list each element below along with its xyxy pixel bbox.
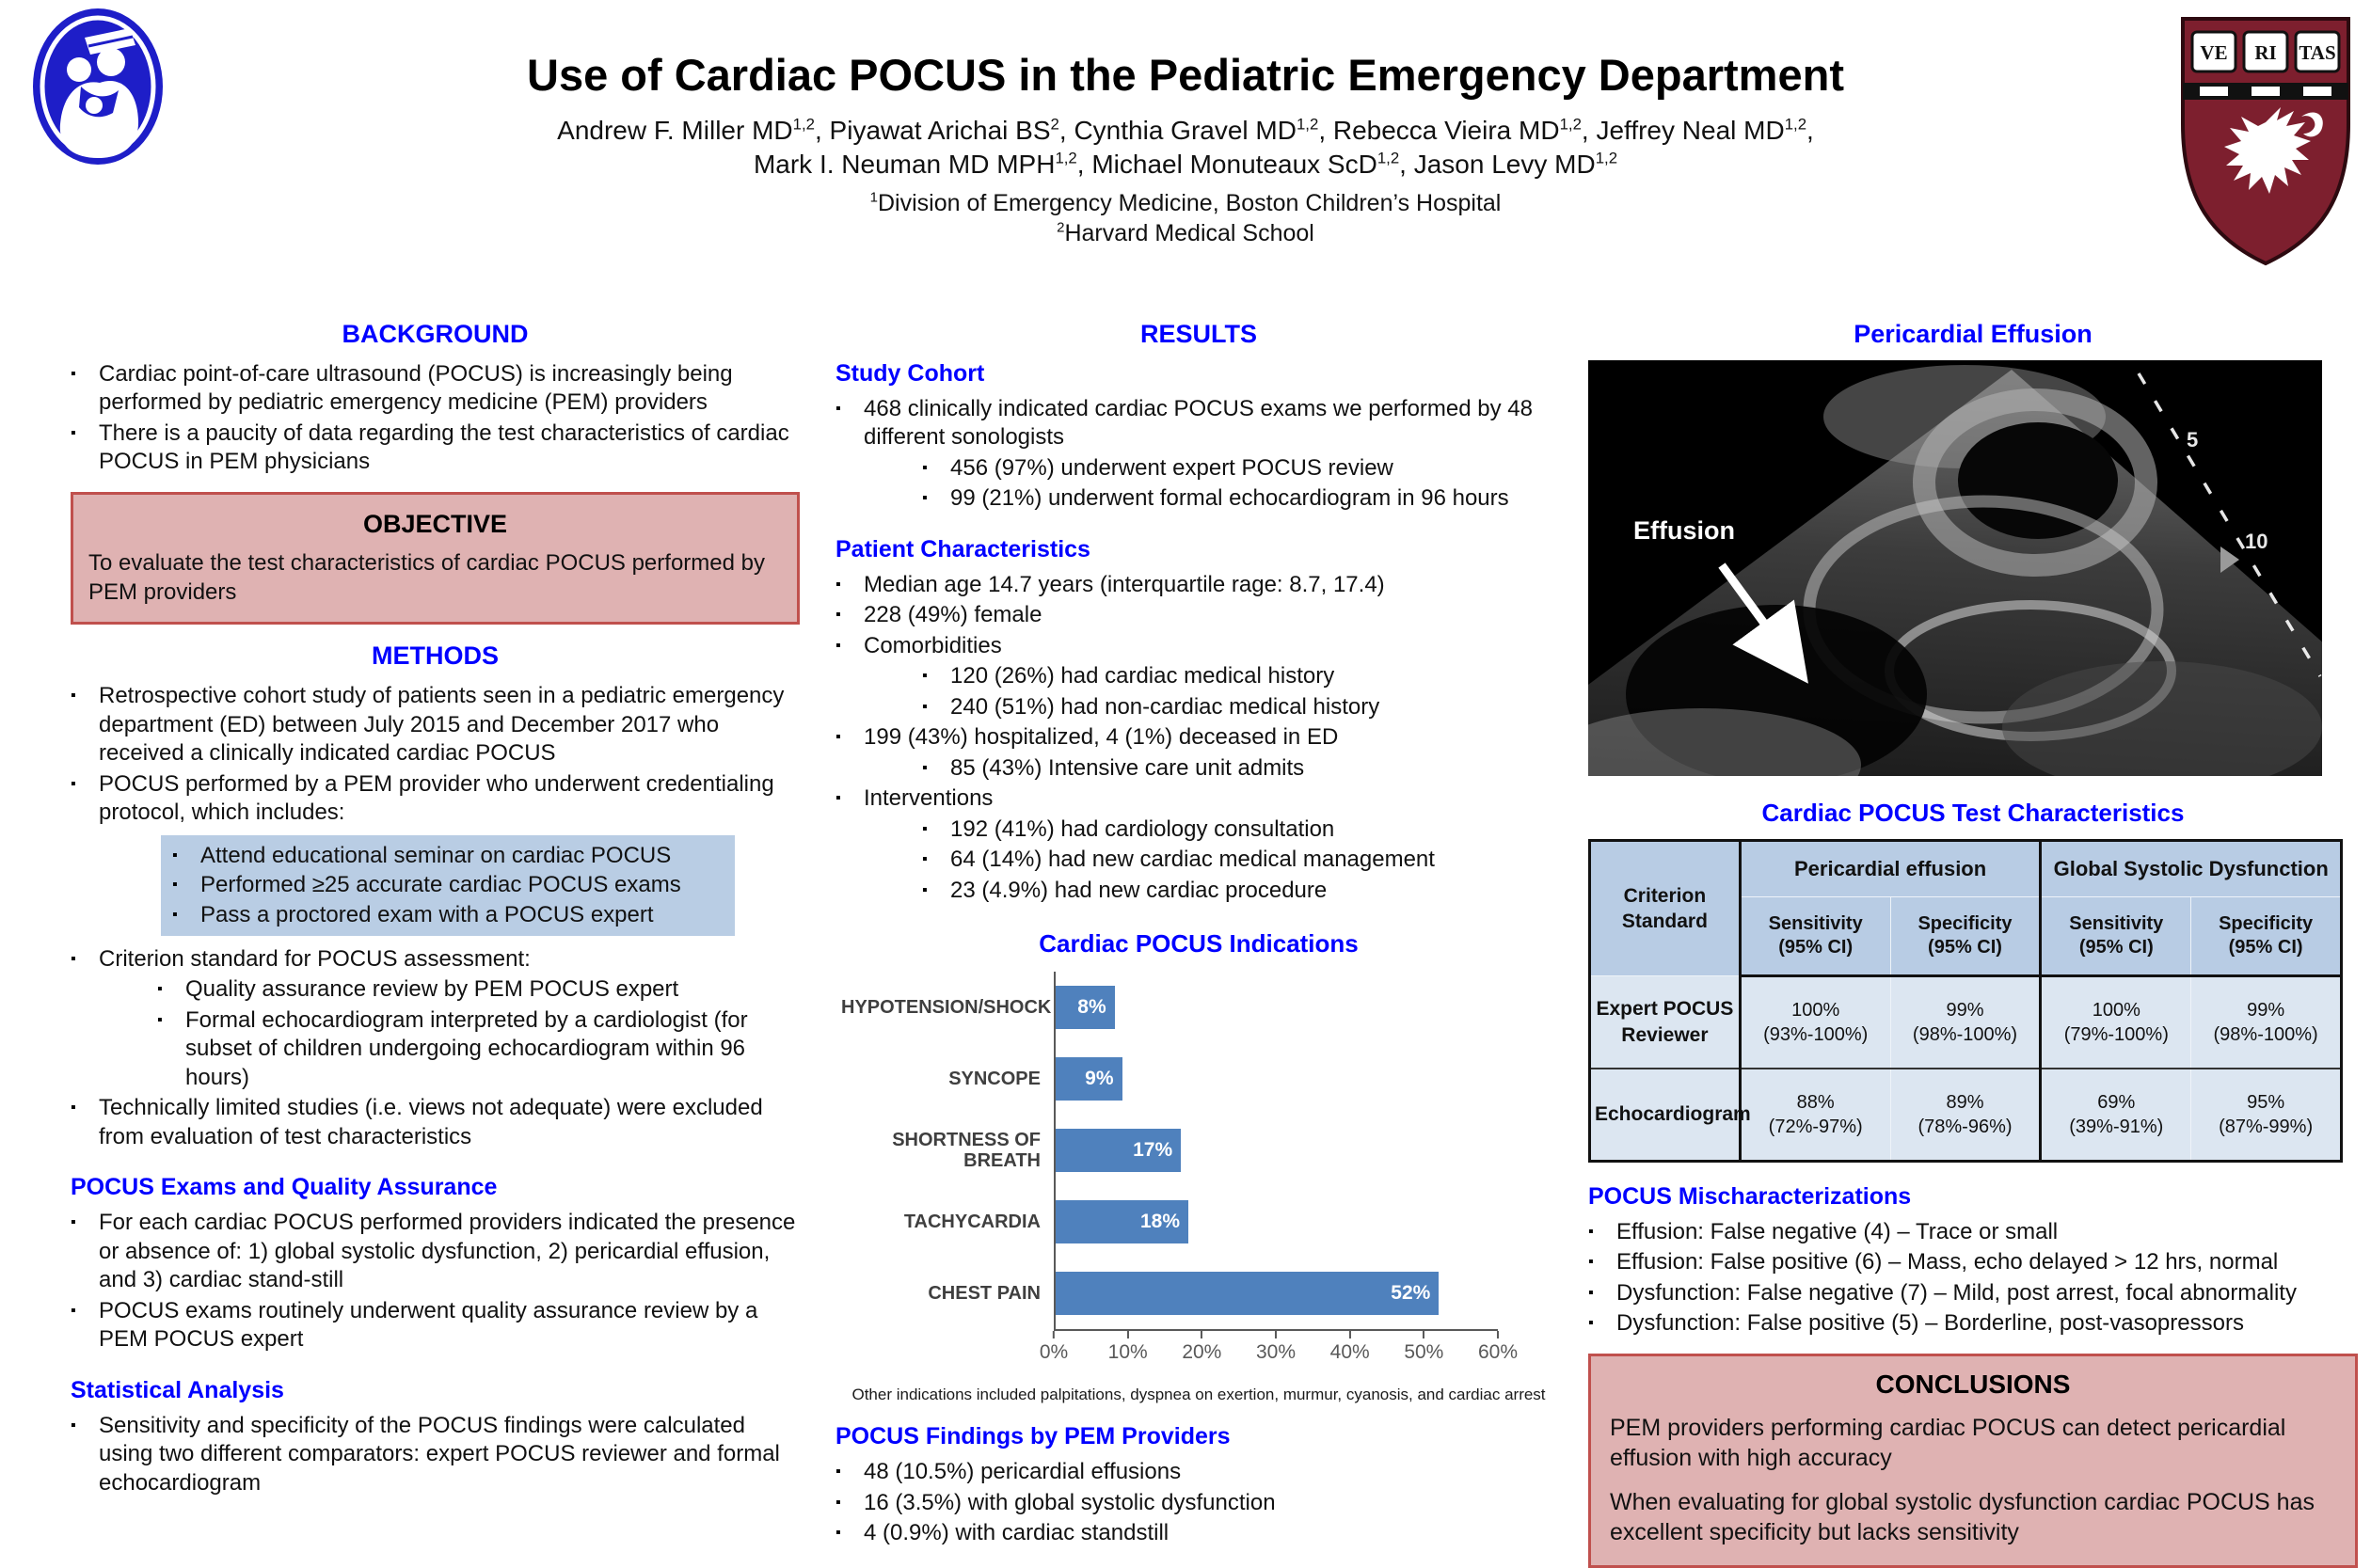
chart-axis-tick: 50%: [1404, 1331, 1443, 1364]
bullet-icon: ▪: [835, 729, 841, 746]
bullet-icon: ▪: [71, 1417, 76, 1433]
list-item-text: Effusion: False positive (6) – Mass, echo delayed > 12 hrs, normal: [1616, 1249, 2279, 1275]
list-item: [835, 571, 1562, 599]
table-sub-header: Specificity (95% CI): [2191, 897, 2342, 976]
bullet-icon: ▪: [922, 759, 928, 776]
effusion-label: Effusion: [1633, 516, 1735, 545]
list-item-text: Technically limited studies (i.e. views not adequate) were excluded from evaluation of test characteristics: [99, 1095, 763, 1149]
list-item-text: Effusion: False negative (4) – Trace or small: [1616, 1219, 2059, 1244]
effusion-figure-heading: Pericardial Effusion: [1854, 320, 2093, 348]
list-item: [835, 723, 1562, 752]
list-item-text: 120 (26%) had cardiac medical history: [950, 663, 1335, 689]
list-item: [835, 1489, 1562, 1517]
chart-bar-value: 8%: [1077, 996, 1106, 1019]
bullet-icon: ▪: [172, 847, 178, 863]
list-item: [71, 682, 800, 768]
chart-bar-track: [1054, 1043, 1498, 1115]
test-characteristics-table: [1588, 839, 2343, 1163]
table-row-label: Echocardiogram: [1590, 1069, 1741, 1162]
author-list: [235, 114, 2136, 182]
list-item-text: 23 (4.9%) had new cardiac procedure: [950, 877, 1328, 903]
list-item-text: Comorbidities: [864, 632, 1002, 658]
objective-heading: OBJECTIVE: [362, 509, 508, 538]
list-item-text: 85 (43%) Intensive care unit admits: [950, 754, 1305, 781]
chart-bar-track: [1054, 1186, 1498, 1258]
list-item-text: 48 (10.5%) pericardial effusions: [864, 1459, 1182, 1485]
background-heading: BACKGROUND: [342, 320, 529, 348]
bullet-icon: ▪: [1588, 1315, 1594, 1332]
background-bullets: [71, 360, 800, 477]
chart-bar: [1056, 1057, 1122, 1101]
list-item-text: Retrospective cohort study of patients seen in a pediatric emergency department (ED) between July 2015 and December 2017 who received a clinically indicated cardiac POCUS: [99, 683, 785, 767]
findings-bullets: [835, 1458, 1562, 1547]
patient-characteristics-heading: Patient Characteristics: [835, 535, 1090, 562]
chart-bar-value: 17%: [1133, 1139, 1173, 1162]
list-item-text: 456 (97%) underwent expert POCUS review: [950, 454, 1393, 481]
boston-childrens-hospital-logo: [32, 8, 164, 166]
svg-text:RI: RI: [2254, 41, 2277, 64]
bullet-icon: ▪: [157, 981, 163, 998]
bullet-icon: ▪: [835, 607, 841, 624]
conclusion-paragraph-2: When evaluating for global systolic dysfunction cardiac POCUS has excellent specificity but lacks sensitivity: [1610, 1488, 2315, 1546]
bullet-icon: ▪: [835, 637, 841, 654]
bullet-icon: ▪: [922, 459, 928, 476]
list-item-text: POCUS performed by a PEM provider who underwent credentialing protocol, which includes:: [99, 770, 774, 826]
list-item: [71, 1297, 800, 1354]
list-item-text: Pass a proctored exam with a POCUS expert: [200, 901, 654, 927]
conclusions-heading: CONCLUSIONS: [1875, 1369, 2071, 1399]
chart-bar-row: [841, 1115, 1562, 1186]
table-row-label: Expert POCUS Reviewer: [1590, 976, 1741, 1069]
left-column: [71, 316, 800, 1499]
bullet-icon: ▪: [922, 851, 928, 868]
methods-heading: METHODS: [372, 641, 499, 671]
list-item: [835, 454, 1562, 483]
results-heading: RESULTS: [1139, 320, 1257, 348]
list-item: [71, 1006, 800, 1092]
depth-label-5: 5: [2187, 428, 2199, 451]
list-item-text: Interventions: [864, 785, 994, 812]
chart-bar-track: [1054, 1258, 1498, 1329]
chart-category-label: TACHYCARDIA: [903, 1212, 1041, 1233]
pocus-exams-bullets: [71, 1209, 800, 1354]
chart-category-label: SYNCOPE: [948, 1069, 1041, 1090]
list-item-text: Cardiac point-of-care ultrasound (POCUS) is increasingly being performed by pediatric emergency medicine (PEM) providers: [99, 361, 733, 416]
study-cohort-heading: Study Cohort: [835, 360, 985, 387]
list-item: [1588, 1279, 2358, 1307]
authors-line-1: Andrew F. Miller MD$^{1,2}$, Piyawat Arichai $BS^2$, Cynthia Gravel MD$^{1,2}$, Rebecca Vieira MD$^{1,2}$, Jeffrey Neal MD$^{1,2}$,: [557, 115, 1814, 145]
chart-bar-track: [1054, 1115, 1498, 1186]
depth-label-10: 10: [2245, 530, 2268, 553]
middle-column: [835, 316, 1562, 1549]
table-corner-header: Criterion Standard: [1590, 841, 1741, 976]
list-item-text: Criterion standard for POCUS assessment:: [99, 946, 531, 972]
list-item: [71, 360, 800, 418]
list-item: [71, 770, 800, 828]
bullet-icon: ▪: [71, 1302, 76, 1319]
statistical-bullets: [71, 1412, 800, 1497]
chart-bar-value: 18%: [1139, 1211, 1180, 1233]
list-item: [835, 693, 1562, 721]
table-cell: 95% (87%-99%): [2191, 1069, 2342, 1162]
list-item: [835, 816, 1562, 844]
chart-bar-row: [841, 972, 1562, 1043]
right-column: [1588, 316, 2358, 1568]
bullet-icon: ▪: [922, 820, 928, 837]
methods-bullets-bottom: [71, 945, 800, 1151]
list-item: [835, 484, 1562, 513]
credentialing-box: [161, 835, 735, 936]
chart-axis-tick: 30%: [1256, 1331, 1296, 1364]
bullet-icon: ▪: [1588, 1284, 1594, 1301]
chart-bar: [1056, 1272, 1439, 1315]
affiliation-2: $^2$Harvard Medical School: [1057, 219, 1314, 247]
bullet-icon: ▪: [71, 688, 76, 705]
chart-axis-tick: 60%: [1478, 1331, 1518, 1364]
list-item: [172, 871, 724, 899]
bullet-icon: ▪: [172, 906, 178, 923]
bullet-icon: ▪: [71, 1100, 76, 1117]
chart-bar: [1056, 1129, 1181, 1172]
bullet-icon: ▪: [71, 951, 76, 967]
bullet-icon: ▪: [71, 1214, 76, 1231]
list-item: [835, 784, 1562, 813]
chart-axis-tick: 20%: [1182, 1331, 1221, 1364]
bullet-icon: ▪: [922, 490, 928, 507]
list-item-text: 64 (14%) had new cardiac medical management: [950, 847, 1435, 873]
list-item: [71, 975, 800, 1004]
list-item: [1588, 1248, 2358, 1276]
list-item: [835, 395, 1562, 452]
bullet-icon: ▪: [71, 366, 76, 382]
list-item: [71, 1094, 800, 1151]
chart-footnote: Other indications included palpitations, dyspnea on exertion, murmur, cyanosis, and cardiac arrest: [851, 1386, 1546, 1404]
chart-axis-tick: 40%: [1330, 1331, 1370, 1364]
bullet-icon: ▪: [835, 1464, 841, 1481]
test-characteristics-heading: Cardiac POCUS Test Characteristics: [1761, 799, 2185, 827]
table-cell: 69% (39%-91%): [2041, 1069, 2191, 1162]
chart-bar: [1056, 986, 1115, 1029]
indications-bar-chart: [841, 972, 1562, 1370]
pocus-exams-heading: POCUS Exams and Quality Assurance: [71, 1174, 498, 1201]
bullet-icon: ▪: [835, 576, 841, 593]
findings-heading: POCUS Findings by PEM Providers: [835, 1423, 1231, 1450]
table-cell: 89% (78%-96%): [1890, 1069, 2041, 1162]
list-item: [71, 945, 800, 974]
affiliation-1: $^1$Division of Emergency Medicine, Boston Children’s Hospital: [869, 189, 1502, 216]
list-item: [172, 842, 724, 870]
chart-axis-tick: 10%: [1108, 1331, 1148, 1364]
list-item-text: 99 (21%) underwent formal echocardiogram in 96 hours: [950, 485, 1509, 512]
chart-category-label: CHEST PAIN: [928, 1283, 1041, 1305]
chart-bar-row: [841, 1186, 1562, 1258]
veritas-books: [2192, 32, 2339, 71]
bullet-icon: ▪: [922, 881, 928, 898]
list-item-text: Formal echocardiogram interpreted by a cardiologist (for subset of children undergoing echocardiogram within 96 hours): [185, 1006, 748, 1090]
authors-line-2: Mark I. Neuman MD MPH$^{1,2}$, Michael Monuteaux ScD$^{1,2}$, Jason Levy MD$^{1,2}$: [753, 150, 1618, 180]
chart-axis-tick: 0%: [1040, 1331, 1068, 1364]
list-item: [835, 754, 1562, 783]
bullet-icon: ▪: [835, 401, 841, 417]
list-item: [835, 877, 1562, 905]
statistical-heading: Statistical Analysis: [71, 1376, 284, 1403]
table-cell: 99% (98%-100%): [1890, 976, 2041, 1069]
chart-bar: [1056, 1200, 1188, 1243]
bullet-icon: ▪: [835, 790, 841, 807]
chart-bar-row: [841, 1258, 1562, 1329]
list-item-text: 192 (41%) had cardiology consultation: [950, 816, 1335, 842]
bullet-icon: ▪: [172, 877, 178, 894]
list-item-text: For each cardiac POCUS performed providers indicated the presence or absence of: 1) global systolic dysfunction, 2) pericardial effusion, and 3) cardiac stand-still: [99, 1210, 796, 1293]
table-cell: 88% (72%-97%): [1740, 1069, 1890, 1162]
list-item-text: 199 (43%) hospitalized, 4 (1%) deceased in ED: [864, 724, 1339, 751]
bullet-icon: ▪: [835, 1524, 841, 1541]
list-item-text: Dysfunction: False negative (7) – Mild, post arrest, focal abnormality: [1616, 1279, 2297, 1306]
list-item: [1588, 1218, 2358, 1246]
list-item-text: 240 (51%) had non-cardiac medical history: [950, 693, 1380, 720]
list-item-text: Attend educational seminar on cardiac POCUS: [200, 842, 672, 868]
table-sub-header: Sensitivity (95% CI): [1740, 897, 1890, 976]
list-item: [835, 662, 1562, 690]
bullet-icon: ▪: [1588, 1224, 1594, 1240]
list-item: [1588, 1309, 2358, 1338]
list-item-text: Performed ≥25 accurate cardiac POCUS exams: [200, 872, 681, 898]
bullet-icon: ▪: [1588, 1254, 1594, 1271]
bullet-icon: ▪: [922, 698, 928, 715]
study-cohort-bullets: [835, 395, 1562, 514]
list-item-text: 468 clinically indicated cardiac POCUS exams we performed by 48 different sonologists: [864, 396, 1533, 451]
list-item: [835, 601, 1562, 629]
list-item: [71, 420, 800, 477]
table-row: [1590, 1069, 2342, 1162]
bullet-icon: ▪: [835, 1494, 841, 1511]
list-item-text: Sensitivity and specificity of the POCUS findings were calculated using two different comparators: expert POCUS reviewer and formal echocardiogram: [99, 1412, 780, 1496]
table-sub-header: Sensitivity (95% CI): [2041, 897, 2191, 976]
bullet-icon: ▪: [922, 668, 928, 685]
list-item-text: Quality assurance review by PEM POCUS expert: [185, 976, 679, 1003]
objective-text: To evaluate the test characteristics of cardiac POCUS performed by PEM providers: [88, 549, 765, 606]
chart-x-axis: [1039, 1329, 1519, 1370]
methods-bullets-top: [71, 682, 800, 827]
harvard-medical-school-crest: [2175, 11, 2356, 269]
table-group-header: Pericardial effusion: [1740, 841, 2041, 897]
conclusion-paragraph-1: PEM providers performing cardiac POCUS can detect pericardial effusion with high accuracy: [1610, 1414, 2286, 1472]
conclusions-box: [1588, 1354, 2358, 1568]
list-item: [71, 1412, 800, 1497]
poster-header: [235, 49, 2136, 249]
list-item-text: 4 (0.9%) with cardiac standstill: [864, 1519, 1170, 1545]
chart-category-label: HYPOTENSION/SHOCK: [841, 997, 1052, 1019]
table-group-header: Global Systolic Dysfunction: [2041, 841, 2342, 897]
list-item-text: POCUS exams routinely underwent quality assurance review by a PEM POCUS expert: [99, 1297, 758, 1353]
list-item: [835, 632, 1562, 660]
chart-bar-track: [1054, 972, 1498, 1043]
list-item: [835, 1519, 1562, 1547]
objective-box: [71, 492, 800, 625]
list-item: [835, 846, 1562, 874]
mischaracterizations-bullets: [1588, 1218, 2358, 1338]
mischaracterizations-heading: POCUS Mischaracterizations: [1588, 1183, 1912, 1210]
chart-bar-value: 9%: [1085, 1068, 1114, 1090]
list-item-text: There is a paucity of data regarding the test characteristics of cardiac POCUS in PEM physicians: [99, 420, 789, 475]
chart-bars: [841, 972, 1562, 1329]
bullet-icon: ▪: [157, 1011, 163, 1028]
chart-bar-value: 52%: [1391, 1282, 1431, 1305]
list-item-text: Dysfunction: False positive (5) – Borderline, post-vasopressors: [1616, 1310, 2244, 1337]
list-item: [172, 901, 724, 929]
bullet-icon: ▪: [71, 775, 76, 792]
chart-bar-row: [841, 1043, 1562, 1115]
list-item-text: 228 (49%) female: [864, 602, 1042, 628]
table-cell: 100% (79%-100%): [2041, 976, 2191, 1069]
poster-title: Use of Cardiac POCUS in the Pediatric Emergency Department: [527, 50, 1844, 100]
list-item-text: 16 (3.5%) with global systolic dysfunction: [864, 1489, 1276, 1515]
table-sub-header: Specificity (95% CI): [1890, 897, 2041, 976]
table-cell: 100% (93%-100%): [1740, 976, 1890, 1069]
svg-text:TAS: TAS: [2299, 41, 2336, 64]
pericardial-effusion-ultrasound-image: [1588, 360, 2322, 776]
list-item-text: Median age 14.7 years (interquartile rage: 8.7, 17.4): [864, 571, 1385, 597]
list-item: [835, 1458, 1562, 1486]
list-item: [71, 1209, 800, 1294]
chart-category-label: SHORTNESS OF BREATH: [892, 1130, 1041, 1172]
patient-characteristics-bullets: [835, 571, 1562, 905]
svg-text:VE: VE: [2200, 41, 2228, 64]
bullet-icon: ▪: [71, 424, 76, 441]
table-cell: 99% (98%-100%): [2191, 976, 2342, 1069]
table-row: [1590, 976, 2342, 1069]
chart-title: Cardiac POCUS Indications: [1039, 929, 1359, 958]
